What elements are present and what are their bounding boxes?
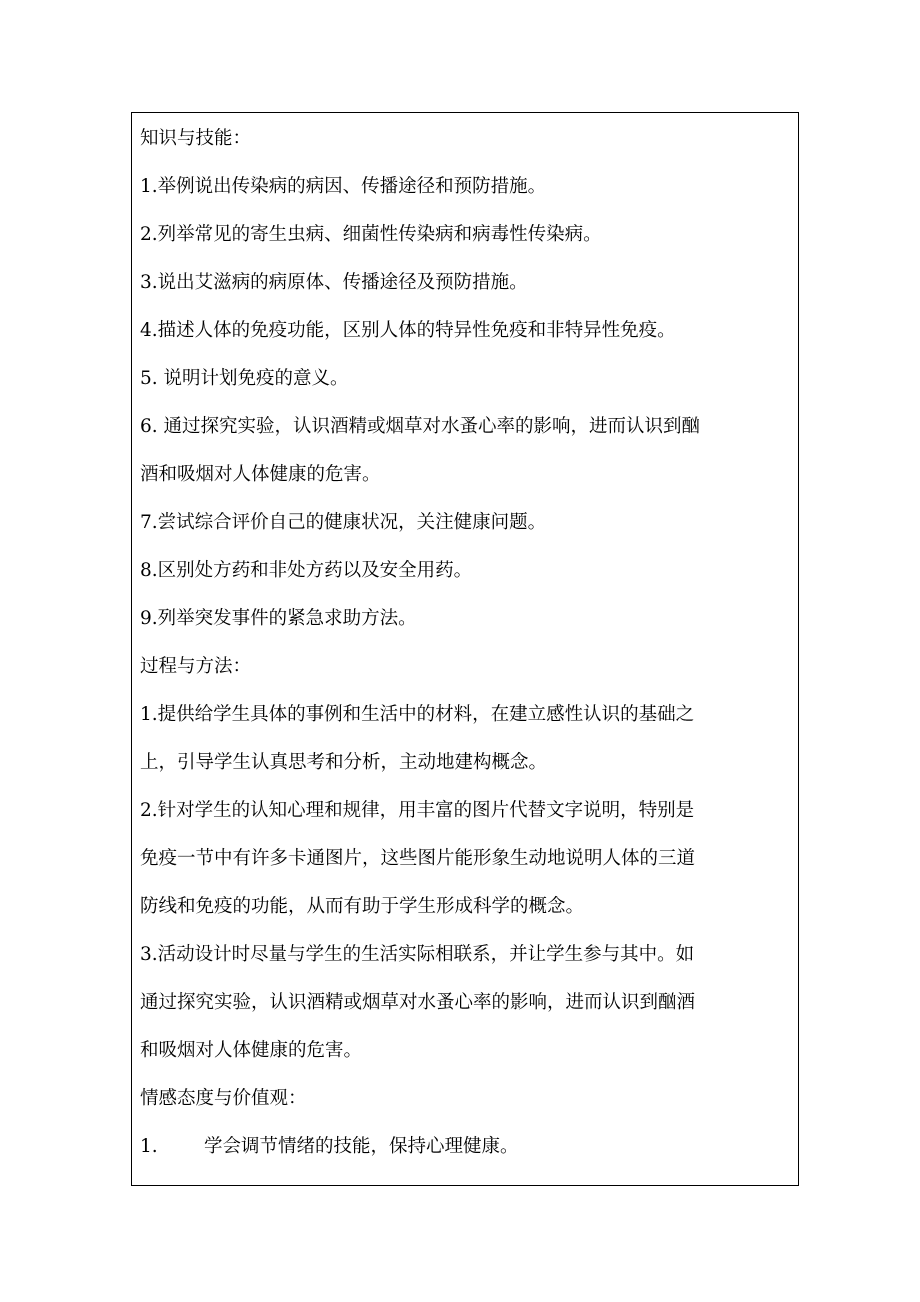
list-item [140, 799, 790, 919]
list-item-line: 防线和免疫的功能，从而有助于学生形成科学的概念。 [140, 896, 585, 917]
list-item-line: 5. 说明计划免疫的意义。 [140, 368, 349, 389]
section-heading: 情感态度与价值观： [140, 1088, 307, 1109]
list-item [140, 559, 790, 583]
objectives-table-cell [131, 112, 799, 1186]
list-item [140, 511, 790, 535]
attitude-item [140, 1135, 790, 1159]
list-item-line: 6. 通过探究实验，认识酒精或烟草对水蚤心率的影响，进而认识到酗 [140, 416, 701, 437]
list-item-line: 3.活动设计时尽量与学生的生活实际相联系，并让学生参与其中。如 [140, 944, 695, 965]
objectives-content [140, 127, 790, 1183]
list-item-line: 3.说出艾滋病的病原体、传播途径及预防措施。 [140, 272, 528, 293]
list-item-line: 4.描述人体的免疫功能，区别人体的特异性免疫和非特异性免疫。 [140, 320, 676, 341]
knowledge-heading [140, 127, 790, 151]
list-item-line: 上，引导学生认真思考和分析，主动地建构概念。 [140, 752, 548, 773]
list-item [140, 223, 790, 247]
list-item [140, 943, 790, 1063]
section-heading: 过程与方法： [140, 656, 252, 677]
knowledge-list [140, 175, 790, 631]
item-text: 学会调节情绪的技能，保持心理健康。 [204, 1136, 519, 1157]
section-heading: 知识与技能： [140, 128, 252, 149]
list-item-line: 1.提供给学生具体的事例和生活中的材料，在建立感性认识的基础之 [140, 704, 695, 725]
process-list [140, 703, 790, 1063]
list-item [140, 319, 790, 343]
list-item-line: 7.尝试综合评价自己的健康状况，关注健康问题。 [140, 512, 547, 533]
list-item-line: 免疫一节中有许多卡通图片，这些图片能形象生动地说明人体的三道 [140, 848, 696, 869]
list-item-line [140, 1135, 790, 1159]
process-heading [140, 655, 790, 679]
list-item-line: 酒和吸烟对人体健康的危害。 [140, 464, 381, 485]
list-item-line: 2.针对学生的认知心理和规律，用丰富的图片代替文字说明，特别是 [140, 800, 695, 821]
attitude-heading [140, 1087, 790, 1111]
list-item [140, 271, 790, 295]
list-item [140, 607, 790, 631]
item-number: 1. [140, 1136, 158, 1157]
list-item-line: 通过探究实验，认识酒精或烟草对水蚤心率的影响，进而认识到酗酒 [140, 992, 696, 1013]
list-item-line: 1.举例说出传染病的病因、传播途径和预防措施。 [140, 176, 547, 197]
list-item [140, 703, 790, 775]
list-item [140, 175, 790, 199]
list-item-line: 8.区别处方药和非处方药以及安全用药。 [140, 560, 473, 581]
list-item-line: 9.列举突发事件的紧急求助方法。 [140, 608, 417, 629]
list-item-line: 2.列举常见的寄生虫病、细菌性传染病和病毒性传染病。 [140, 224, 602, 245]
list-item [140, 367, 790, 391]
list-item-line: 和吸烟对人体健康的危害。 [140, 1040, 363, 1061]
list-item [140, 415, 790, 487]
